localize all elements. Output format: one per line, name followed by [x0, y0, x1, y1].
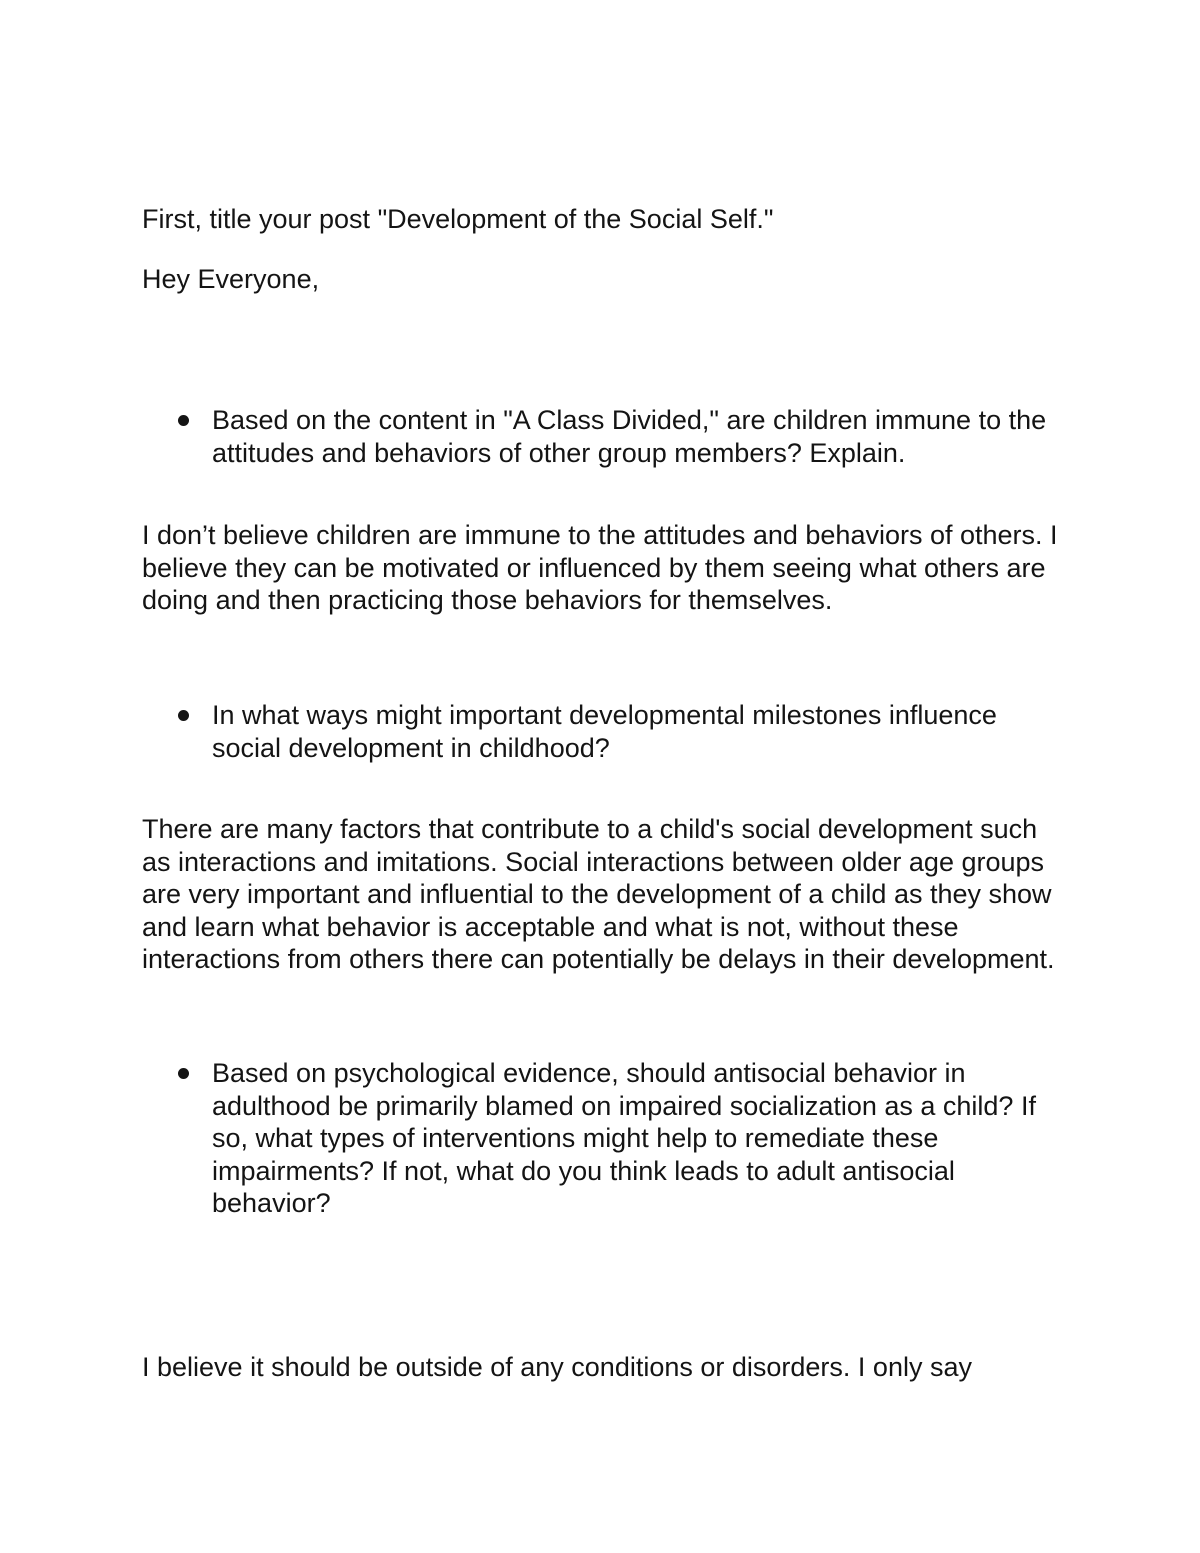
answer-2: There are many factors that contribute to a child's social development such as interactions and imitations. Social interactions between older age groups are very important and influential to the development of a child as they show and learn what behavior is acceptable and what is not, without these interactions from others there can potentially be delays in their development. [142, 814, 1055, 974]
answer-3: I believe it should be outside of any conditions or disorders. I only say [142, 1352, 972, 1382]
instruction-text: First, title your post "Development of the Social Self." [142, 204, 774, 234]
question-1-text: Based on the content in "A Class Divided," are children immune to the attitudes and behaviors of other group members? Explain. [212, 405, 1047, 468]
bullet-icon [178, 710, 189, 721]
greeting-text: Hey Everyone, [142, 264, 320, 294]
bullet-icon [178, 1068, 189, 1079]
question-2-text: In what ways might important developmental milestones influence social development in childhood? [212, 700, 997, 763]
answer-1: I don’t believe children are immune to the attitudes and behaviors of others. I believe they can be motivated or influenced by them seeing what others are doing and then practicing those behaviors for themselves. [142, 520, 1058, 615]
question-3-text: Based on psychological evidence, should antisocial behavior in adulthood be primarily blamed on impaired socialization as a child? If so, what types of interventions might help to remediate these impairments? If not, what do you think leads to adult antisocial behavior? [212, 1058, 1036, 1218]
bullet-icon [178, 415, 189, 426]
